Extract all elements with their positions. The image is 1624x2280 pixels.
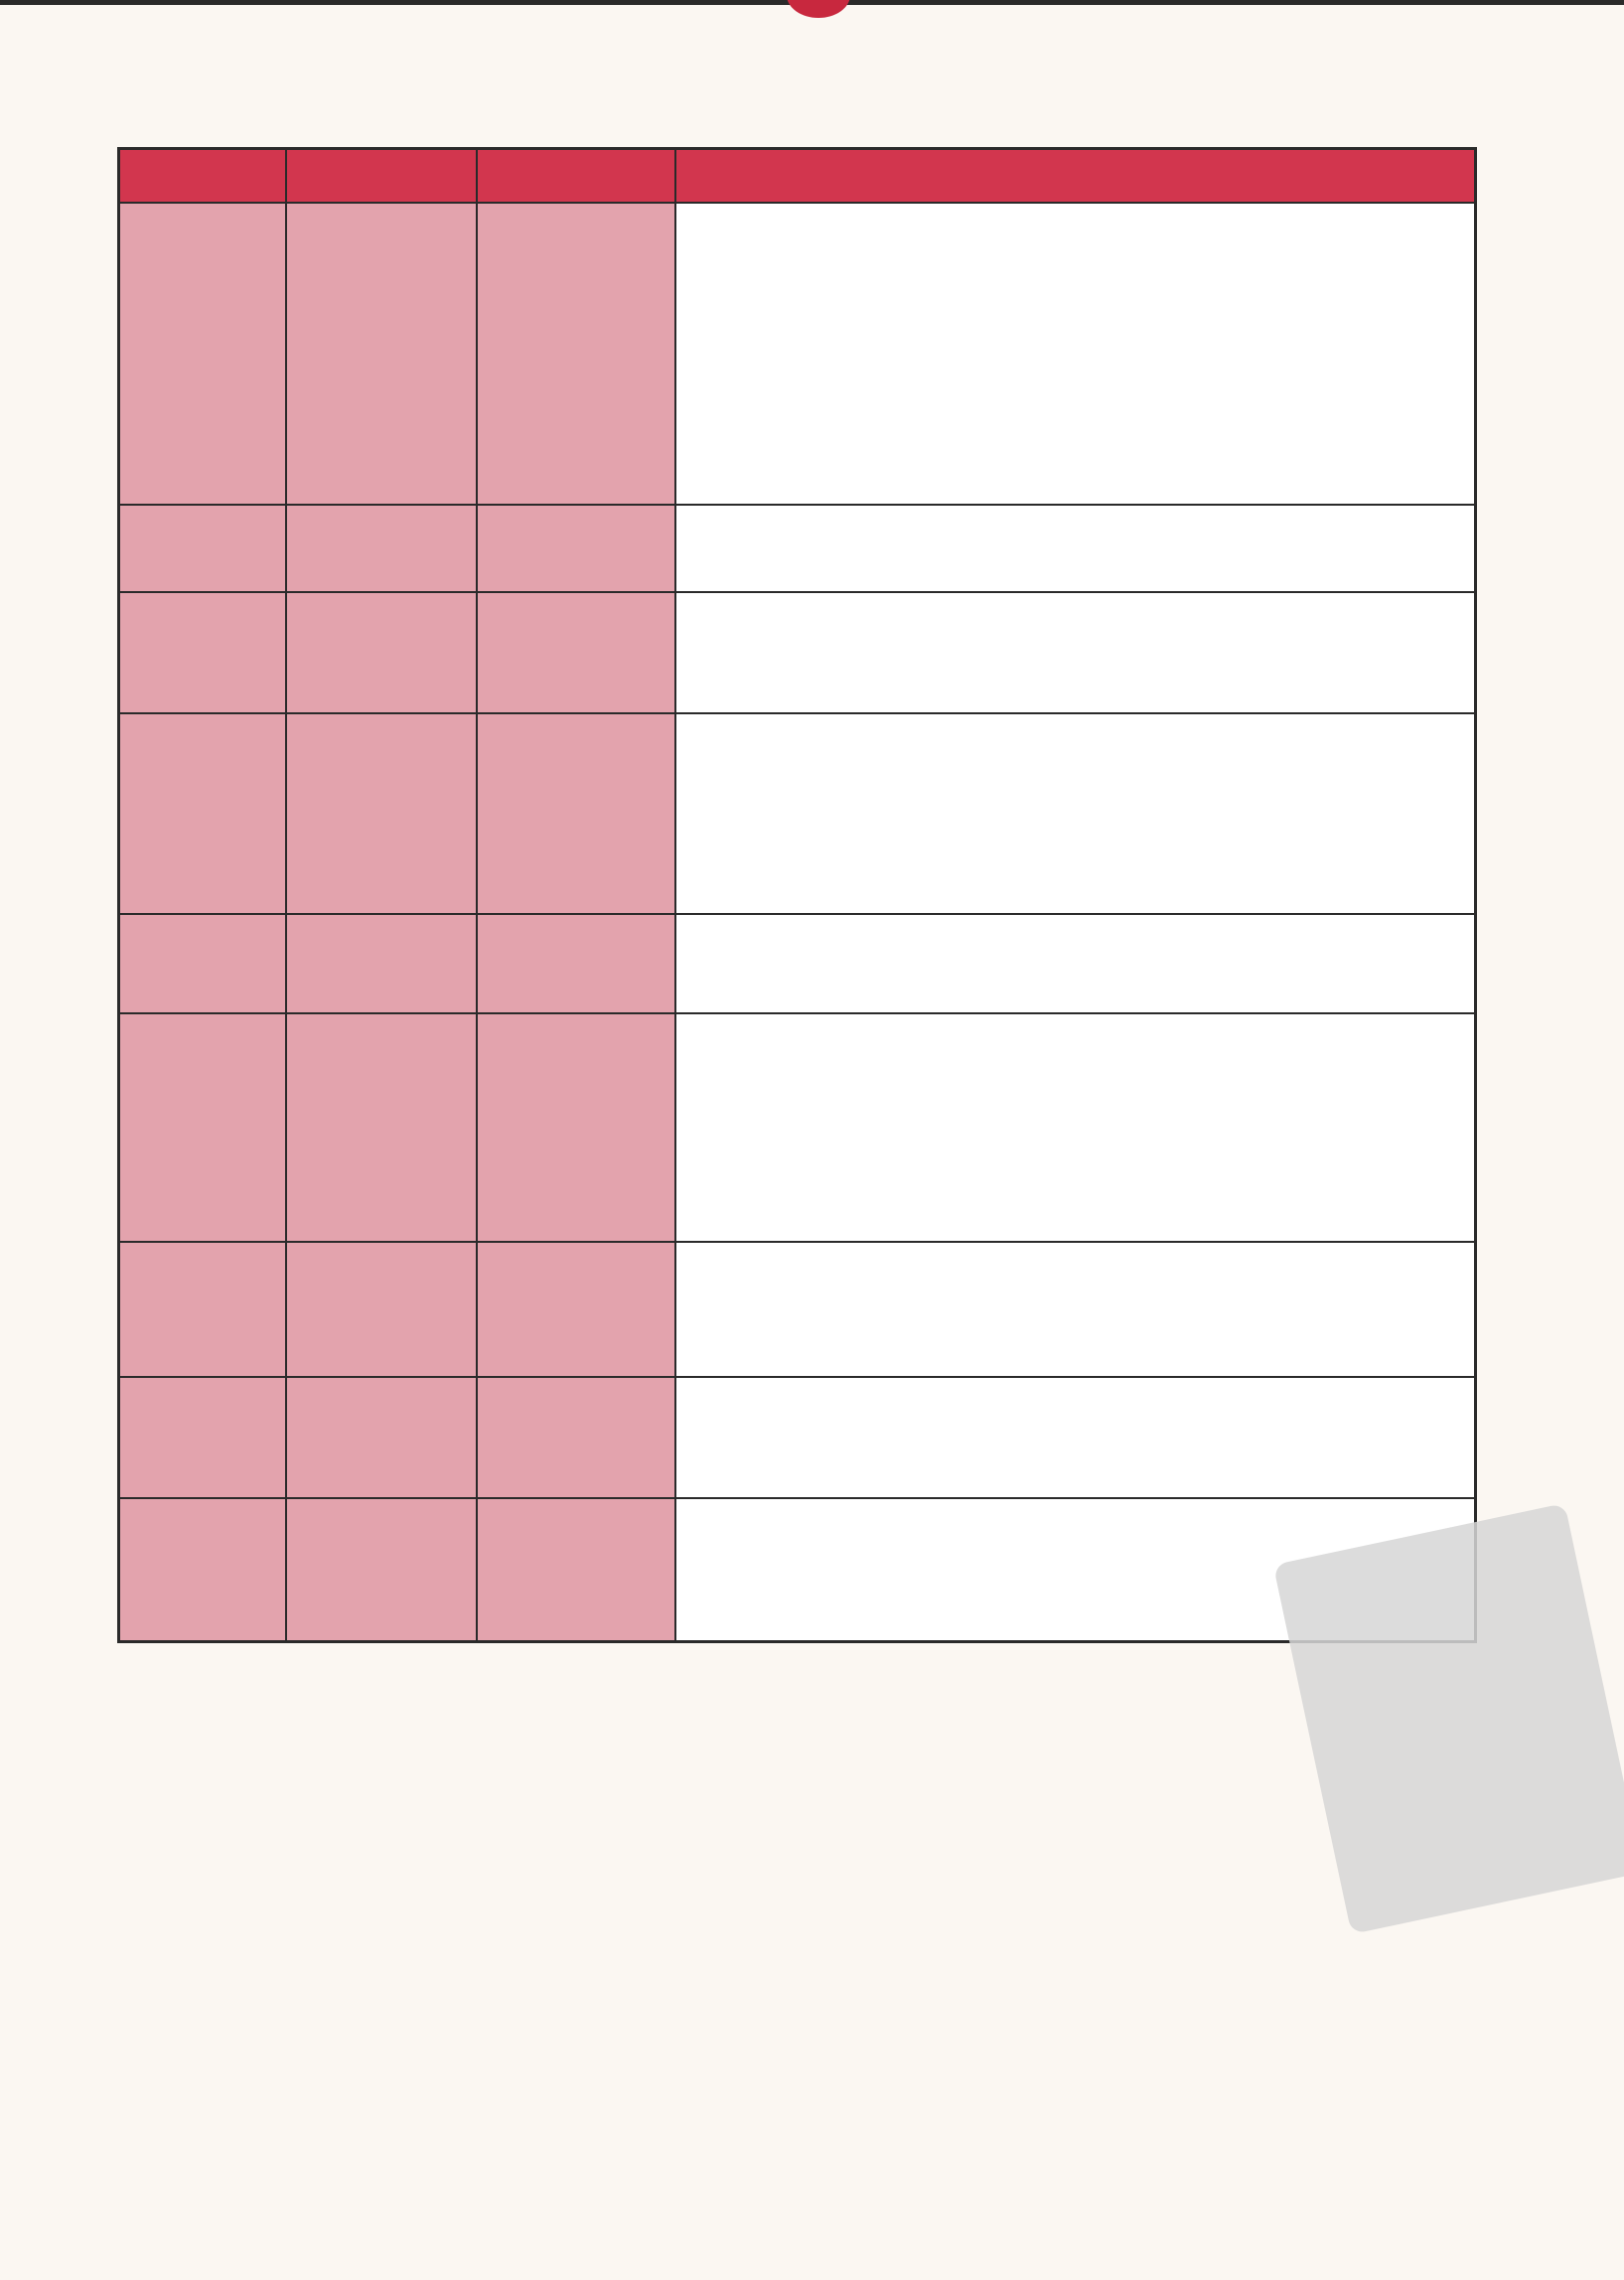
table-row [119, 505, 1476, 592]
row-meaning [286, 1498, 477, 1641]
example-line [686, 1056, 1465, 1092]
top-ornament [787, 0, 850, 18]
row-category [119, 1498, 286, 1641]
example-line [686, 671, 1465, 706]
example-line [686, 1309, 1465, 1345]
row-meaning [286, 1013, 477, 1242]
row-role [477, 1377, 675, 1498]
example-line [686, 336, 1465, 372]
table-row [119, 713, 1476, 914]
row-role [477, 1242, 675, 1377]
example-line [686, 635, 1465, 671]
header-role [477, 149, 675, 204]
row-category [119, 1377, 286, 1498]
example-line [686, 1128, 1465, 1163]
row-examples [675, 505, 1476, 592]
row-role [477, 505, 675, 592]
table-row [119, 1498, 1476, 1641]
row-meaning [286, 505, 477, 592]
row-examples [675, 1377, 1476, 1498]
table-row [119, 1377, 1476, 1498]
header-category [119, 149, 286, 204]
example-line [686, 1384, 1465, 1420]
table-row [119, 592, 1476, 713]
table-row [119, 1242, 1476, 1377]
row-meaning [286, 914, 477, 1013]
row-examples [675, 914, 1476, 1013]
example-line [686, 1455, 1465, 1491]
row-category [119, 914, 286, 1013]
header-meaning [286, 149, 477, 204]
example-line [686, 849, 1465, 885]
table-body [119, 203, 1476, 1641]
row-examples [675, 713, 1476, 914]
row-category [119, 203, 286, 505]
example-line [686, 1163, 1465, 1199]
row-examples [675, 1242, 1476, 1377]
row-role [477, 1498, 675, 1641]
table-row [119, 203, 1476, 505]
row-role [477, 203, 675, 505]
row-meaning [286, 713, 477, 914]
header-example [675, 149, 1476, 204]
example-line [686, 742, 1465, 778]
example-line [686, 407, 1465, 443]
example-line [686, 372, 1465, 407]
example-line [686, 264, 1465, 300]
example-line [686, 1020, 1465, 1056]
row-examples [675, 1013, 1476, 1242]
row-role [477, 914, 675, 1013]
row-category [119, 592, 286, 713]
example-line [686, 928, 1465, 964]
example-line [686, 964, 1465, 999]
example-line [686, 300, 1465, 336]
example-line [686, 599, 1465, 635]
example-line [686, 531, 1465, 566]
row-meaning [286, 1242, 477, 1377]
row-category [119, 1013, 286, 1242]
example-line [686, 1199, 1465, 1235]
row-meaning [286, 592, 477, 713]
table-header-row [119, 149, 1476, 204]
row-role [477, 1013, 675, 1242]
example-line [686, 778, 1465, 814]
table-row [119, 1013, 1476, 1242]
table-row [119, 914, 1476, 1013]
example-line [686, 1274, 1465, 1309]
example-line [686, 1092, 1465, 1128]
row-examples [675, 203, 1476, 505]
example-line [686, 1420, 1465, 1455]
example-line [686, 814, 1465, 849]
row-category [119, 1242, 286, 1377]
row-role [477, 592, 675, 713]
row-category [119, 713, 286, 914]
library-stamp [1273, 1503, 1624, 1934]
row-meaning [286, 1377, 477, 1498]
row-category [119, 505, 286, 592]
row-examples [675, 592, 1476, 713]
row-role [477, 713, 675, 914]
word-class-table [117, 147, 1477, 1643]
row-meaning [286, 203, 477, 505]
